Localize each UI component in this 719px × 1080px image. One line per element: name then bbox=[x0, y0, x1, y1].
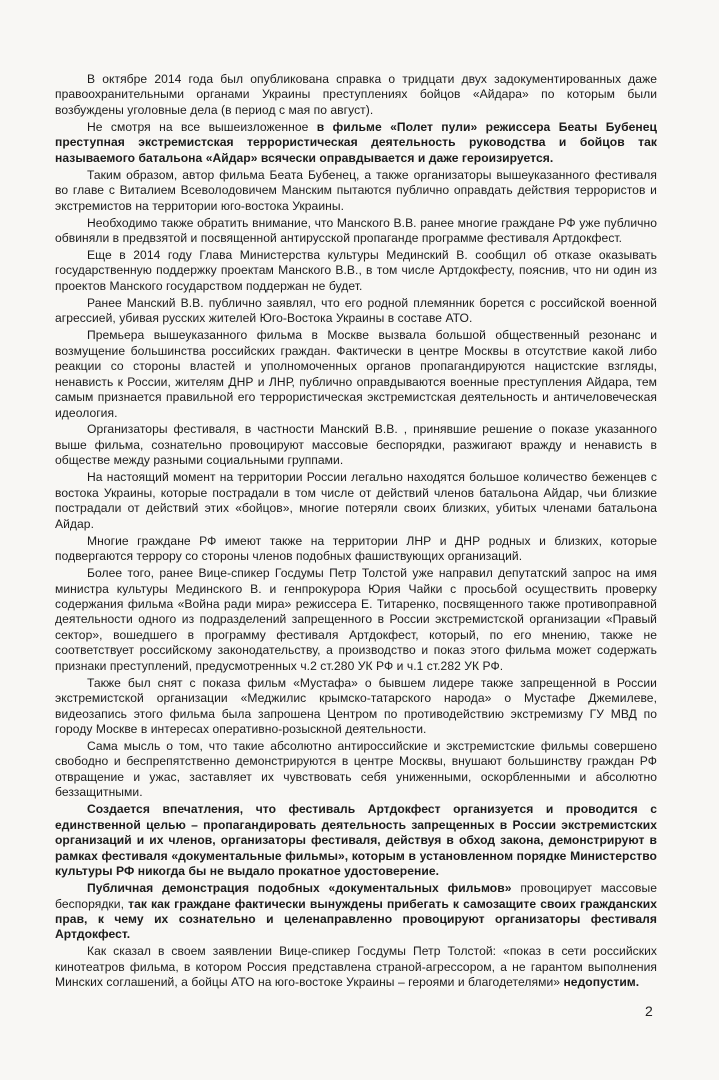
paragraph bbox=[55, 422, 657, 468]
paragraph bbox=[55, 296, 657, 327]
paragraph bbox=[55, 168, 657, 214]
bold-text-run: недопустим. bbox=[563, 975, 640, 990]
text-run: Как сказал в своем заявлении Вице-спикер Госдумы Петр Толстой: «показ в сети российских кинотеатров фильма, в котором Россия представлена страной-агрессором, а не гарантом выполнения Минских соглашений, а бойцы АТО на юго-востоке Украины – героями и благодетелями» bbox=[55, 944, 657, 990]
text-run: Еще в 2014 году Глава Министерства культуры Мединский В. сообщил об отказе оказывать государственную поддержку проектам Манского В.В., в том числе Артдокфесту, пояснив, что ни один из проектов Манского государством поддержан не будет. bbox=[55, 247, 657, 293]
text-run: Необходимо также обратить внимание, что Манского В.В. ранее многие граждане РФ уже публично обвиняли в предвзятой и посвященной антирусской пропаганде программе фестиваля Артдокфест. bbox=[55, 215, 657, 246]
paragraph bbox=[55, 944, 657, 990]
document-body bbox=[55, 72, 657, 992]
paragraph bbox=[55, 72, 657, 118]
paragraph bbox=[55, 534, 657, 565]
paragraph bbox=[55, 248, 657, 294]
text-run: Также был снят с показа фильм «Мустафа» о бывшем лидере также запрещенной в России экстремистской организации «Меджилис крымско-татарского народа» о Мустафе Джемилеве, видеозапись этого фильма была запрошена Центром по противодействию экстремизму ГУ МВД по городу Москве в интересах оперативно-розыскной деятельности. bbox=[55, 675, 657, 737]
text-run: провоцирует массовые беспорядки, bbox=[55, 881, 658, 911]
bold-text-run: Публичная демонстрация подобных «документальных фильмов» bbox=[87, 881, 512, 896]
paragraph bbox=[55, 676, 657, 738]
text-run: Организаторы фестиваля, в частности Манский В.В. , принявшие решение о показе указанного выше фильма, сознательно провоцируют массовые беспорядки, разжигают вражду и ненависть в обществе между разными социальными группами. bbox=[55, 422, 657, 468]
text-run: Многие граждане РФ имеют также на территории ЛНР и ДНР родных и близких, которые подвергаются террору со стороны членов подобных фашиствующих организаций. bbox=[55, 533, 657, 564]
bold-text-run: так как граждане фактически вынуждены прибегать к самозащите своих гражданских прав, к чему их сознательно и целенаправленно провоцируют организаторы фестиваля Артдокфест. bbox=[55, 896, 658, 942]
paragraph bbox=[55, 566, 657, 674]
paragraph bbox=[55, 120, 657, 166]
text-run: Таким образом, автор фильма Беата Бубенец, а также организаторы вышеуказанного фестиваля во главе с Виталием Всеволодовичем Манским пытаются публично оправдать действия террористов и экстремистов на территории юго-востока Украины. bbox=[55, 167, 657, 213]
paragraph bbox=[55, 739, 657, 801]
paragraph bbox=[55, 216, 657, 247]
paragraph bbox=[55, 881, 657, 943]
text-run: Ранее Манский В.В. публично заявлял, что его родной племянник борется с российской военной агрессией, убивая русских жителей Юго-Востока Украины в составе АТО. bbox=[55, 295, 657, 326]
paragraph bbox=[55, 470, 657, 532]
text-run: На настоящий момент на территории России легально находятся большое количество беженцев с востока Украины, которые пострадали в том числе от действий членов батальона Айдар, чьи близкие пострадали от действий этих «бойцов», многие потеряли своих близких, убитых членами батальона Айдар. bbox=[55, 470, 657, 531]
text-run: Более того, ранее Вице-спикер Госдумы Петр Толстой уже направил депутатский запрос на имя министра культуры Мединского В. и генпрокурора Юрия Чайки с просьбой осуществить проверку содержания фильма «Война ради мира» режиссера Е. Титаренко, посвященного также противоправной деятельности одного из подразделений запрещенного в России экстремистской организации «Правый сектор», вошедшего в программу фестиваля Артдокфест, который, по его мнению, также не соответствует российскому законодательству, а производство и показ этого фильма может содержать признаки преступлений, предусмотренных ч.2 ст.280 УК РФ и ч.1 ст.282 УК РФ. bbox=[55, 566, 657, 673]
text-run: Сама мысль о том, что такие абсолютно антироссийские и экстремистские фильмы совершено свободно и беспрепятственно демонстрируются в центре Москвы, внушают большинству граждан РФ отвращение и ужас, заставляет их чувствовать себя униженными, оскорбленными и абсолютно беззащитными. bbox=[55, 739, 657, 800]
text-run: В октябре 2014 года был опубликована справка о тридцати двух задокументированных даже правоохранительными органами Украины преступлениях бойцов «Айдара» по которым были возбуждены уголовные дела (в период с мая по август). bbox=[55, 72, 657, 117]
paragraph bbox=[55, 802, 657, 879]
text-run: Премьера вышеуказанного фильма в Москве вызвала большой общественный резонанс и возмущение большинства российских граждан. Фактически в центре Москвы в отсутствие какой либо реакции со стороны властей и уполномоченных органов пропагандируются нацистские взгляды, ненависть к России, жителям ДНР и ЛНР, публично оправдываются военные преступления Айдара, тем самым признается правильной его террористическая экстремистская деятельность и античеловеческая идеология. bbox=[55, 328, 657, 420]
text-run: Не смотря на все вышеизложенное bbox=[87, 119, 317, 134]
bold-text-run: Создается впечатления, что фестиваль Артдокфест организуется и проводится с единственной целью – пропагандировать деятельность запрещенных в России экстремистских организаций и их членов, организаторы фестиваля, действуя в обход закона, демонстрируют в рамках фестиваля «документальные фильмы», которым в установленном порядке Министерство культуры РФ никогда бы не выдало прокатное удостоверение. bbox=[55, 802, 657, 879]
paragraph bbox=[55, 328, 657, 421]
bold-text-run: в фильме «Полет пули» режиссера Беаты Бубенец преступная экстремистская террористическая деятельность руководства и бойцов так называемого батальона «Айдар» всячески оправдывается и даже героизируется. bbox=[55, 119, 657, 165]
page-number: 2 bbox=[645, 1003, 653, 1019]
